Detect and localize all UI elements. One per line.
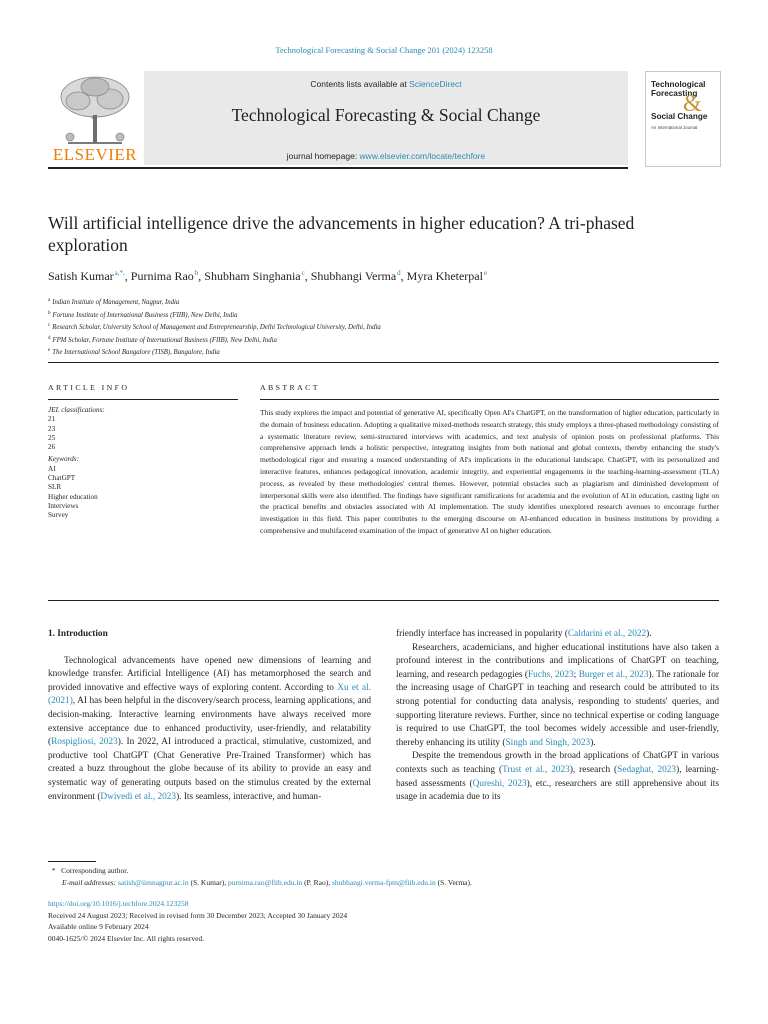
elsevier-logo[interactable] bbox=[48, 71, 142, 165]
paragraph-text: ). bbox=[646, 629, 652, 639]
affiliation-key: c bbox=[48, 323, 51, 328]
citation-link[interactable]: Dwivedi et al., 2023 bbox=[100, 791, 177, 802]
cover-title-line: Forecasting bbox=[651, 89, 698, 98]
journal-title: Technological Forecasting & Social Change bbox=[231, 105, 541, 125]
body-column-right bbox=[396, 628, 719, 805]
affiliation-marker[interactable]: d bbox=[397, 269, 401, 277]
journal-band bbox=[144, 71, 628, 165]
divider bbox=[260, 399, 719, 400]
sciencedirect-link[interactable]: ScienceDirect bbox=[409, 79, 462, 89]
affiliation bbox=[48, 296, 381, 309]
corresponding-author-note: * Corresponding author. bbox=[48, 866, 129, 875]
contents-prefix: Contents lists available at bbox=[310, 79, 410, 89]
article-title: Will artificial intelligence drive the advancements in higher education? A tri-phased exploration bbox=[48, 213, 635, 255]
author-name[interactable]: Shubhangi Verma bbox=[310, 269, 397, 283]
affiliation-key: a bbox=[48, 298, 51, 303]
paragraph-text: ), etc., researchers are still apprehensive about its usage in academia due to its bbox=[396, 778, 719, 803]
body-paragraph bbox=[396, 628, 719, 642]
email-label: E-mail addresses: bbox=[62, 878, 118, 887]
author-name[interactable]: Satish Kumar bbox=[48, 269, 114, 283]
body-paragraph bbox=[396, 642, 719, 751]
online-date: Available online 9 February 2024 bbox=[48, 922, 149, 931]
ampersand-icon: & bbox=[683, 91, 702, 117]
section-heading: 1. Introduction bbox=[48, 629, 108, 639]
affiliations bbox=[48, 296, 381, 359]
email-link[interactable]: purnima.rao@fiib.edu.in bbox=[228, 878, 303, 887]
homepage-label: journal homepage: bbox=[286, 151, 360, 161]
running-head[interactable]: Technological Forecasting & Social Change 201 (2024) 123258 bbox=[275, 45, 493, 55]
jel-code: 21 bbox=[48, 415, 56, 424]
masthead-rule bbox=[48, 167, 628, 169]
paragraph-text: ). Its seamless, interactive, and human- bbox=[176, 791, 322, 802]
jel-code: 25 bbox=[48, 433, 56, 442]
keyword: Higher education bbox=[48, 492, 98, 501]
email-link[interactable]: shubhangi.verma-fpm@fiib.edu.in bbox=[331, 878, 436, 887]
journal-cover-thumbnail[interactable] bbox=[645, 71, 721, 167]
affiliation-key: b bbox=[48, 310, 51, 316]
paragraph-text: Researchers, academicians, and higher educational institutions have also taken a profound interest in the contributions and implications of ChatGPT on teaching, learning, and research pedagogies ( bbox=[396, 642, 719, 680]
footnote-rule bbox=[48, 861, 96, 862]
paragraph-text: ; bbox=[573, 669, 579, 680]
affiliation-text: Fortune Institute of International Business (FIIB), New Delhi, India bbox=[52, 311, 238, 319]
affiliation-marker[interactable]: a,*, bbox=[114, 269, 125, 277]
author-name[interactable]: Shubham Singhania bbox=[204, 269, 301, 283]
affiliation-text: Research Scholar, University School of Management and Entrepreneurship, Delhi Technological University, Delhi, India bbox=[52, 324, 381, 331]
email-link[interactable]: satish@iimnagpur.ac.in bbox=[117, 878, 189, 887]
paragraph-text: ), learning-based assessments ( bbox=[396, 764, 719, 789]
author-name[interactable]: Myra Kheterpal bbox=[406, 269, 483, 283]
affiliation-key: e bbox=[48, 348, 51, 353]
jel-code: 26 bbox=[48, 443, 56, 452]
keyword: SLR bbox=[48, 483, 62, 492]
article-info bbox=[48, 406, 238, 521]
email-owner: (S. Kumar), bbox=[188, 878, 228, 887]
abstract-text: This study explores the impact and potential of generative AI, specifically Open AI's ChatGPT, on the transformation of higher education, particularly in the domain of business education. Adopting a qualitative mixed-methods research strategy, this study employs a three-phased methodology consisting of a systematic literature review, semi-structured interviews with academics, and text analysis of opinion posts on professional platforms. This comprehensive approach lends a holistic perspective, integrating insights from both national and global contexts, thereby enhancing the study's methodological rigor and ensuring a nuanced understanding of AI's implications in the educational landscape. ChatGPT, with its personalized and interactive features, enhances pedagogical innovation, academic integrity, and experiential engagements in the teaching-learning-assessment (TLA) process, as revealed by these methodologies' central themes. However, potential obstacles such as plagiarism and diminished development of interpersonal skills were also identified. The findings have significant ramifications for academia and the evolution of AI in education, casting light on the practical benefits and obstacles associated with AI implementation. The study identifies unexplored research avenues to encourage further investigation in this field. This paper contributes to the emerging discourse on AI-enhanced education in business institutions by providing a comprehensive and multifaceted examination of the impact of generative AI on higher education. bbox=[260, 408, 719, 535]
author-separator: , bbox=[304, 269, 311, 283]
affiliation bbox=[48, 334, 381, 347]
journal-masthead bbox=[48, 71, 628, 165]
email-owner: (P. Rao), bbox=[302, 878, 332, 887]
email-owner: (S. Verma). bbox=[435, 878, 472, 887]
paragraph-text: ), research ( bbox=[569, 764, 618, 775]
keyword: AI bbox=[48, 464, 56, 473]
jel-label: JEL classifications: bbox=[48, 406, 105, 414]
footnotes bbox=[48, 865, 472, 889]
author-name[interactable]: Purnima Rao bbox=[130, 269, 194, 283]
email-addresses bbox=[48, 877, 472, 889]
publication-info bbox=[48, 898, 347, 944]
affiliation-text: FPM Scholar, Fortune Institute of International Business (FIIB), New Delhi, India bbox=[52, 336, 277, 344]
homepage-link[interactable]: www.elsevier.com/locate/techfore bbox=[359, 151, 486, 161]
affiliation-marker[interactable]: e bbox=[483, 269, 488, 277]
paragraph-text: Despite the tremendous growth in the broad applications of ChatGPT in various contexts such as teaching ( bbox=[396, 751, 719, 775]
citation-link[interactable]: Singh and Singh, 2023 bbox=[505, 737, 591, 748]
affiliation bbox=[48, 321, 381, 334]
divider bbox=[48, 399, 238, 400]
author-separator: , bbox=[400, 269, 407, 283]
doi-link[interactable]: https://doi.org/10.1016/j.techfore.2024.123258 bbox=[48, 899, 189, 908]
elsevier-wordmark: ELSEVIER bbox=[52, 145, 138, 164]
paragraph-text: ). bbox=[590, 737, 596, 748]
corresponding-label: Corresponding author. bbox=[61, 866, 129, 875]
divider bbox=[48, 362, 719, 363]
author-separator: , bbox=[124, 269, 131, 283]
paragraph-text: , AI has been helpful in the discovery/search process, learning applications, and decision-making. Interactive learning environments have always received more extensive acceptance due to enhanced productivity, user-friendly, and relatability ( bbox=[48, 696, 371, 748]
citation-link[interactable]: Burger et al., 2023 bbox=[578, 669, 649, 680]
article-info-heading: ARTICLE INFO bbox=[48, 383, 130, 392]
affiliation-text: The International School Bangalore (TISB), Bangalore, India bbox=[52, 349, 220, 356]
body-paragraph bbox=[48, 655, 371, 805]
affiliation-text: Indian Institute of Management, Nagpur, India bbox=[52, 299, 180, 306]
affiliation-marker[interactable]: b bbox=[194, 269, 199, 277]
citation-link[interactable]: Rospigliosi, 2023 bbox=[51, 737, 118, 748]
cover-subtitle: An International Journal bbox=[651, 125, 698, 130]
affiliation-marker[interactable]: c bbox=[301, 269, 305, 277]
keyword: Survey bbox=[48, 511, 69, 520]
jel-code: 23 bbox=[48, 424, 56, 433]
cover-title-line: Social Change bbox=[651, 112, 708, 121]
citation-link[interactable]: Xu et al. (2021) bbox=[48, 682, 371, 707]
abstract-heading: ABSTRACT bbox=[260, 383, 320, 392]
tree-icon bbox=[48, 71, 142, 147]
affiliation bbox=[48, 346, 381, 359]
received-dates: Received 24 August 2023; Received in revised form 30 December 2023; Accepted 30 January 2024 bbox=[48, 910, 348, 920]
keyword: ChatGPT bbox=[48, 474, 76, 483]
paragraph-text: Technological advancements have opened new dimensions of learning and knowledge transfer. Artificial Intelligence (AI) has metamorphosed the search and provided innovative and effective ways of exploring content. According to bbox=[48, 655, 371, 693]
citation-link[interactable]: Caldarini et al., 2022 bbox=[567, 629, 647, 639]
paragraph-text: ). In 2022, AI introduced a practical, stimulative, customized, and productive tool ChatGPT (Chat Generative Pre-Trained Transformer) which has created a buzz throughout the globe because of its ability to provide an easy and systematic way of generating outputs based on the stimulus created by the external environment ( bbox=[48, 737, 372, 802]
body-paragraph bbox=[396, 750, 719, 804]
copyright: 0040-1625/© 2024 Elsevier Inc. All rights reserved. bbox=[48, 933, 205, 943]
citation-link[interactable]: Sedaghat, 2023 bbox=[617, 764, 677, 775]
affiliation bbox=[48, 309, 381, 322]
body-column-left bbox=[48, 628, 371, 804]
affiliation-key: d bbox=[48, 335, 51, 341]
citation-link[interactable]: Qureshi, 2023 bbox=[472, 778, 527, 789]
author-separator: , bbox=[198, 269, 205, 283]
keyword: Interviews bbox=[48, 501, 79, 510]
citation-link[interactable]: Trust et al., 2023 bbox=[502, 764, 570, 775]
contents-line bbox=[144, 79, 628, 89]
cover-title-line: Technological bbox=[651, 80, 706, 89]
paragraph-text: friendly interface has increased in popularity ( bbox=[396, 629, 568, 639]
citation-link[interactable]: Fuchs, 2023 bbox=[528, 669, 574, 680]
author-list bbox=[48, 269, 487, 284]
paragraph-text: ). The rationale for the increasing usage of ChatGPT in teaching and research could be attributed to its strong potential for conducting data analysis, responding to students' queries, and supporting literature reviews. Further, since no technical expertise or coding language is required to use ChatGPT, the tool becomes widely accessible and user-friendly, thereby enhancing its utility ( bbox=[396, 669, 719, 748]
homepage-line bbox=[144, 151, 628, 161]
keywords-label: Keywords: bbox=[48, 455, 79, 464]
divider bbox=[48, 600, 719, 601]
